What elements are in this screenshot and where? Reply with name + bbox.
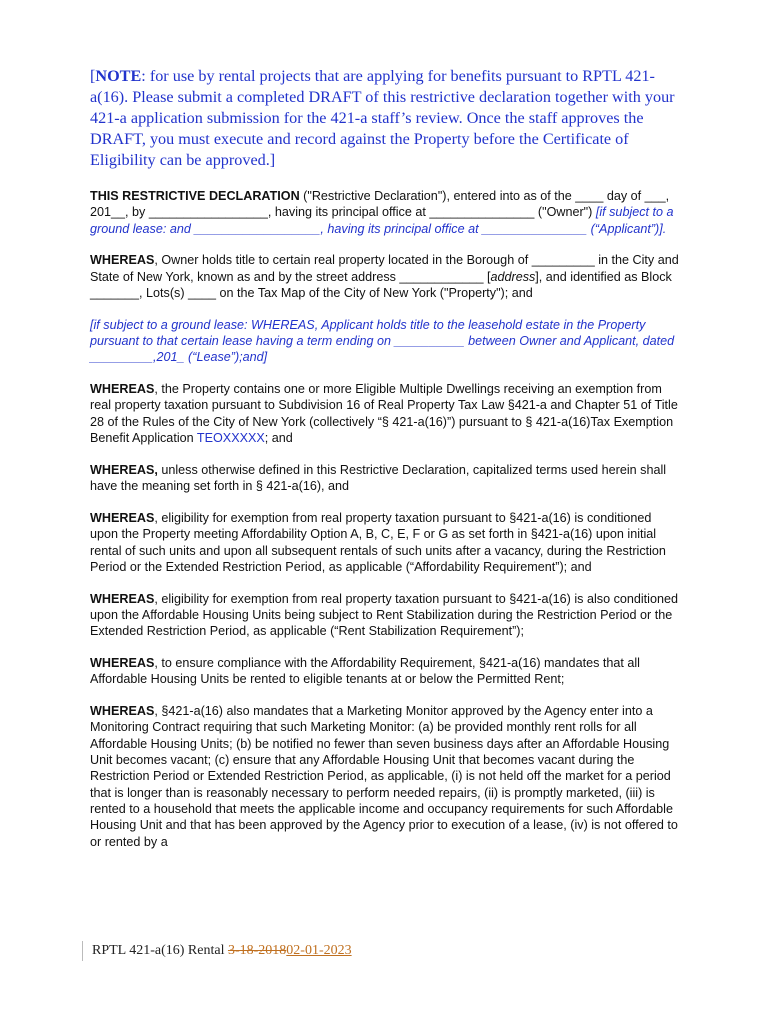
paragraph-whereas-rent-stabilization bbox=[90, 591, 682, 640]
paragraph-lead: WHEREAS bbox=[90, 382, 155, 397]
paragraph-text: , to ensure compliance with the Affordability Requirement, §421-a(16) mandates that all Affordable Housing Units be rented to eligible tenants at or below the Permitted Rent; bbox=[90, 656, 640, 687]
paragraph-ground-lease: [if subject to a ground lease: WHEREAS, Applicant holds title to the leasehold estate in the Property pursuant to that certain lease having a term ending on __________ between Owner and Applicant, dated _________,201_ (“Lease”);and] bbox=[90, 317, 675, 365]
footer-inserted-date: 02-01-2023 bbox=[286, 943, 352, 958]
paragraph-text: , eligibility for exemption from real property taxation pursuant to §421-a(16) is also conditioned upon the Affordable Housing Units being subject to Rent Stabilization during the Restriction Period or the Extended Restriction Period, as applicable (“Rent Stabilization Requirement”); bbox=[90, 591, 678, 639]
draft-note bbox=[90, 66, 690, 171]
paragraph-text: , eligibility for exemption from real property taxation pursuant to §421-a(16) is conditioned upon the Property meeting Affordability Option A, B, C, E, F or G as set forth in §421-a(16) upon initial rental of such units and upon all subsequent rentals of such units after a vacancy, during the Restriction Period or the Extended Restriction Period, as applicable (“Affordability Requirement”); and bbox=[90, 510, 666, 574]
address-placeholder: address bbox=[490, 269, 536, 284]
paragraph-lead: WHEREAS bbox=[90, 704, 155, 719]
paragraph-lead: WHEREAS bbox=[90, 253, 155, 268]
paragraph-whereas-compliance bbox=[90, 655, 682, 688]
note-bracket: [ bbox=[90, 67, 96, 85]
footer-deleted-date: 3-18-2018 bbox=[227, 943, 287, 958]
paragraph-whereas-title bbox=[90, 252, 682, 301]
paragraph-lead: WHEREAS bbox=[90, 656, 155, 671]
paragraph-text: ; and bbox=[264, 431, 293, 446]
paragraph-lead: THIS RESTRICTIVE DECLARATION bbox=[90, 189, 300, 203]
paragraph-lead: WHEREAS, bbox=[90, 462, 158, 477]
application-number: TEOXXXXX bbox=[196, 431, 265, 446]
page-footer bbox=[82, 941, 352, 961]
paragraph-lead: WHEREAS bbox=[90, 510, 155, 525]
paragraph-text: , §421-a(16) also mandates that a Marketing Monitor approved by the Agency enter into a Monitoring Contract requiring that such Marketing Monitor: (a) be provided monthly rent rolls for all Affordable Housing Units; (b) be notified no fewer than seven business days after an Affordable Housing Unit becomes vacant; (c) ensure that any Affordable Housing Unit that becomes vacant during the Restriction Period or Extended Restriction Period, as applicable, (i) is not held off the market for a period that is longer than is reasonably necessary to perform needed repairs, (ii) is promptly marketed, (iii) is rented to a household that meets the applicable income and occupancy requirements for such Affordable Housing Unit and that has been approved by the Agency prior to execution of a lease, (iv) is not offered to or rented by a bbox=[90, 704, 678, 849]
footer-label: RPTL 421-a(16) Rental bbox=[92, 943, 228, 958]
ground-lease-clause: [if subject to a ground lease: and __________________, having its principal office at _______________ (“Applicant”)]. bbox=[90, 205, 674, 236]
paragraph-text: , Owner holds title to certain real property located in the Borough of _________ in the City and State of New York, known as and by the street address ____________ [ bbox=[90, 253, 679, 284]
paragraph-text: ], and identified as Block _______, Lots(s) ____ on the Tax Map of the City of New York ("Property"); and bbox=[90, 269, 672, 300]
paragraph-text: unless otherwise defined in this Restrictive Declaration, capitalized terms used herein shall have the meaning set forth in § 421-a(16), and bbox=[90, 462, 667, 494]
paragraph-lead: WHEREAS bbox=[90, 591, 155, 606]
paragraph-whereas-marketing-monitor bbox=[90, 703, 682, 850]
declaration-body bbox=[90, 188, 682, 865]
paragraph-whereas-definitions bbox=[90, 462, 682, 495]
paragraph-whereas-exemption bbox=[90, 381, 682, 446]
note-text: : for use by rental projects that are applying for benefits pursuant to RPTL 421-a(16). Please submit a completed DRAFT of this restrictive declaration together with your 421-a application submission for the 421-a staff’s review. Once the staff approves the DRAFT, you must execute and record against the Property before the Certificate of Eligibility can be approved.] bbox=[90, 67, 675, 169]
paragraph-restrictive-declaration bbox=[90, 188, 682, 237]
paragraph-text: ("Restrictive Declaration"), entered into as of the ____ day of ___, 201__, by _________________, having its principal office at _______________ ("Owner") bbox=[90, 189, 670, 220]
note-label: NOTE bbox=[95, 67, 142, 85]
paragraph-text: , the Property contains one or more Eligible Multiple Dwellings receiving an exemption from real property taxation pursuant to Subdivision 16 of Real Property Tax Law §421-a and Chapter 51 of Title 28 of the Rules of the City of New York (collectively “§ 421-a(16)”) pursuant to § 421-a(16)Tax Exemption Benefit Application bbox=[90, 382, 678, 446]
paragraph-whereas-affordability bbox=[90, 510, 682, 575]
